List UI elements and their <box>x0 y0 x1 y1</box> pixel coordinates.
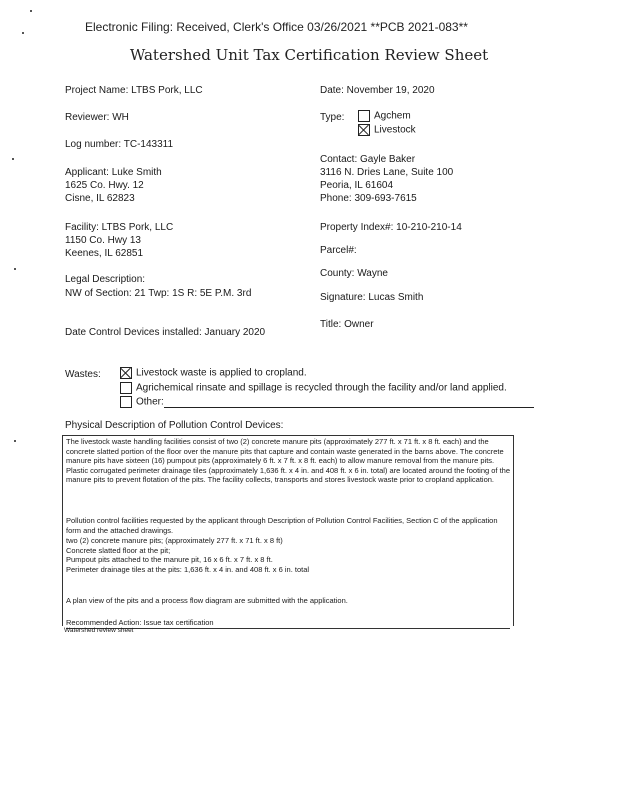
waste-option-label: Livestock waste is applied to cropland. <box>136 367 307 379</box>
other-blank-line <box>164 398 534 408</box>
scan-speck <box>14 268 16 270</box>
property-index: Property Index#: 10-210-210-14 <box>320 222 462 233</box>
review-date: Date: November 19, 2020 <box>320 85 435 96</box>
log-number: Log number: TC-143311 <box>65 139 174 150</box>
scan-speck <box>30 10 32 12</box>
waste-option-agrichemical <box>120 382 507 394</box>
contact-line: Phone: 309-693-7615 <box>320 193 417 204</box>
description-list <box>66 536 510 574</box>
description-box <box>62 435 514 626</box>
filing-stamp: Electronic Filing: Received, Clerk's Office 03/26/2021 **PCB 2021-083** <box>85 20 468 34</box>
contact-line: Contact: Gayle Baker <box>320 154 416 165</box>
description-paragraph: A plan view of the pits and a process flow diagram are submitted with the application. <box>66 596 348 605</box>
applicant-line: Applicant: Luke Smith <box>65 167 162 178</box>
checkbox <box>120 382 132 394</box>
page-title: Watershed Unit Tax Certification Review Sheet <box>129 46 489 64</box>
applicant-block <box>65 166 162 205</box>
signature: Signature: Lucas Smith <box>320 292 424 303</box>
list-item: Concrete slatted floor at the pit; <box>66 545 171 555</box>
project-name: Project Name: LTBS Pork, LLC <box>65 85 203 96</box>
description-paragraph: The livestock waste handling facilities consist of two (2) concrete manure pits (approximately 277 ft. x 71 ft. x 8 ft. each) and the concrete slatted portion of the floor over the manure pits that capture and contain waste generated in the barns above. The concrete manure pits have sixteen (16) pumpout pits (approximately 6 ft. x 7 ft. x 8 ft. each) to allow manure removal from the manure pits. Plastic corrugated perimeter drainage tiles (approximately 1,636 ft. x 4 in. and 408 ft. x 6 in. total) are located around the footing of the manure pits to prevent flotation of the pits. The facility collects, transports and stores livestock waste prior to cropland application. <box>66 437 511 485</box>
facility-block <box>65 221 173 260</box>
install-date: Date Control Devices installed: January 2020 <box>65 327 266 338</box>
reviewer: Reviewer: WH <box>65 112 129 123</box>
checkbox-checked <box>358 124 370 136</box>
list-item: two (2) concrete manure pits; (approximately 277 ft. x 71 ft. x 8 ft) <box>66 536 283 545</box>
applicant-line: 1625 Co. Hwy. 12 <box>65 180 144 191</box>
legal-description-label: Legal Description: <box>65 274 146 285</box>
type-option-label: Livestock <box>374 124 416 136</box>
checkbox <box>120 396 132 408</box>
facility-line: 1150 Co. Hwy 13 <box>65 235 141 246</box>
facility-line: Facility: LTBS Pork, LLC <box>65 222 174 233</box>
legal-description-value: NW of Section: 21 Twp: 1S R: 5E P.M. 3rd <box>65 288 252 299</box>
description-heading: Physical Description of Pollution Control Devices: <box>65 420 284 431</box>
waste-option-livestock <box>120 367 307 379</box>
scan-speck <box>12 158 14 160</box>
contact-line: 3116 N. Dries Lane, Suite 100 <box>320 167 454 178</box>
footer-note: Watershed review sheet <box>64 627 134 634</box>
checkbox-checked <box>120 367 132 379</box>
wastes-label: Wastes: <box>65 369 101 380</box>
type-option-agchem <box>358 110 411 122</box>
description-paragraph: Pollution control facilities requested by the applicant through Description of Pollution Control Facilities, Section C of the application form and the attached drawings. <box>66 516 498 535</box>
waste-option-other <box>120 396 534 408</box>
signer-title: Title: Owner <box>320 319 374 330</box>
recommended-action: Recommended Action: Issue tax certification <box>66 618 510 629</box>
waste-option-label: Agrichemical rinsate and spillage is recycled through the facility and/or land applied. <box>136 382 507 394</box>
scan-speck <box>14 440 16 442</box>
checkbox <box>358 110 370 122</box>
facility-line: Keenes, IL 62851 <box>65 248 144 259</box>
scan-speck <box>22 32 24 34</box>
contact-block <box>320 153 453 205</box>
list-item: Pumpout pits attached to the manure pit, 16 x 6 ft. x 7 ft. x 8 ft. <box>66 555 273 565</box>
type-label: Type: <box>320 112 345 123</box>
contact-line: Peoria, IL 61604 <box>320 180 394 191</box>
type-option-label: Agchem <box>374 110 411 122</box>
type-option-livestock <box>358 124 416 136</box>
applicant-line: Cisne, IL 62823 <box>65 193 135 204</box>
county: County: Wayne <box>320 268 388 279</box>
list-item: Perimeter drainage tiles at the pits: 1,636 ft. x 4 in. and 408 ft. x 6 in. total <box>66 564 310 574</box>
waste-option-label: Other: <box>136 396 164 408</box>
parcel: Parcel#: <box>320 245 357 256</box>
